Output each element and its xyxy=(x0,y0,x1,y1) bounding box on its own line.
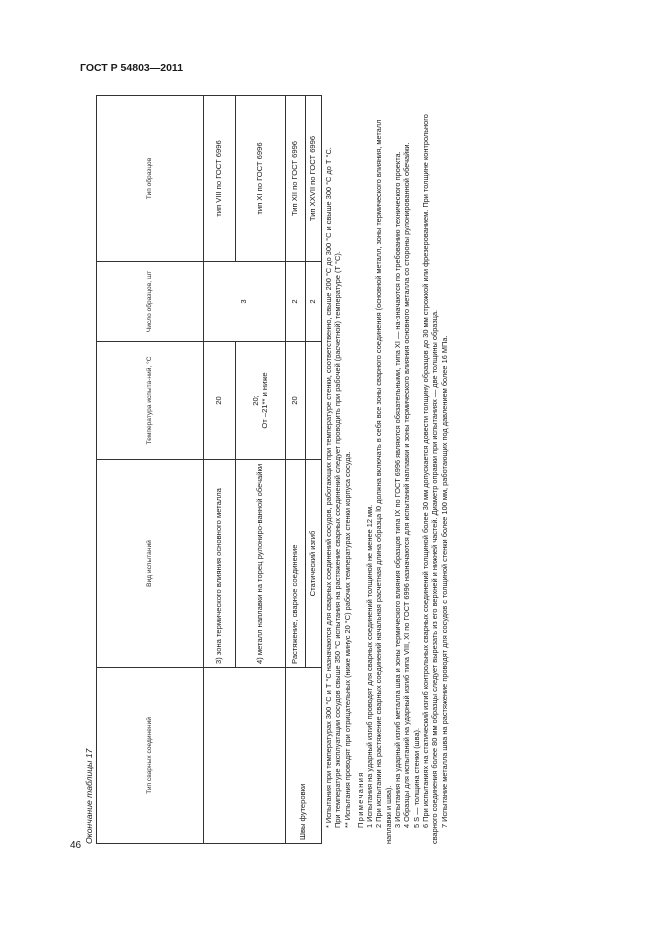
test-kind-cell: 3) зона термического влияния основного металла xyxy=(204,460,236,668)
test-kind-cell: Растяжение, сварное соединение xyxy=(286,460,306,668)
specimen-type-cell: тип XI по ГОСТ 6996 xyxy=(236,96,286,262)
table-row xyxy=(204,96,236,844)
temperature-line-b: От –21** и ниже xyxy=(259,372,269,429)
footnote-double-star: ** Испытания проводят при отрицательных (ниже минус 20 °С) рабочих температурах стенки корпуса сосуда. xyxy=(342,451,352,828)
col-joint-type: Тип сварных соединений xyxy=(97,668,204,844)
note-2: 2 При испытании на растяжение сварных соединений начальная расчетная длина образца l0 должна включать в себя все зоны сварного соединения (основной металл, зоны термического влияния, металл наплавки и шва). xyxy=(374,119,393,844)
table-caption: Окончание таблицы 17 xyxy=(84,748,94,844)
note-6: 6 При испытаниях на статический изгиб контрольных сварных соединений толщиной более 30 мм допускается довести толщину образцов до 30 мм строжкой или фрезерованием. При толщине контрольного сварного соединения более 80 мм образцы следует вырезать из его верхней и нижней частей. Диаметр оправки при испытаниях — две толщины образца. xyxy=(420,114,440,844)
specimen-type-cell: Тип XII по ГОСТ 6996 xyxy=(286,96,306,262)
test-kind-cell: 4) металл наплавки на торец рулониро-ванной обечайки xyxy=(236,460,286,668)
note-4: 4 Образцы для испытаний на ударный изгиб типа VIII, XI по ГОСТ 6996 назначаются для испытаний наплавки и зоны термического влияния основного металла со стороны рулонированной обечайки. xyxy=(402,142,412,828)
rotated-page-content xyxy=(82,96,454,844)
empty-joint-cell xyxy=(204,668,286,844)
standard-title: ГОСТ Р 54803—2011 xyxy=(80,62,184,74)
joint-type-cell: Швы футеровки xyxy=(286,668,322,844)
col-specimen-count: Число образцов, шт xyxy=(97,262,204,342)
specimen-count-cell: 3 xyxy=(204,262,286,342)
specimen-type-cell: тип VIII по ГОСТ 6996 xyxy=(204,96,236,262)
specimen-count-cell: 2 xyxy=(286,262,306,342)
temperature-line-a: 20; xyxy=(250,395,260,406)
note-7: 7 Испытание металла шва на растяжение проводят для сосудов с толщиной стенки более 100 мм, работающих под давлением более 16 МПа. xyxy=(439,335,449,828)
col-test-kind: Вид испытаний xyxy=(97,460,204,668)
temperature-cell xyxy=(306,342,322,460)
test-kind-cell: Статический изгиб xyxy=(306,460,322,668)
note-3: 3 Испытания на ударный изгиб металла шва и зоны термического влияния образцов типа IX по ГОСТ 6996 являются обязательными, типа XI — на-значаются по требованию технического проекта. xyxy=(393,151,403,828)
temperature-cell: 20 xyxy=(204,342,236,460)
temperature-cell xyxy=(236,342,286,460)
table-notes xyxy=(324,96,449,844)
col-specimen-type: Тип образцов xyxy=(97,96,204,262)
specimen-count-cell: 2 xyxy=(306,262,322,342)
note-5: 5 S — толщина стенки (шва). xyxy=(411,727,421,828)
table-header-row xyxy=(97,96,204,844)
table-row xyxy=(286,96,306,844)
temperature-cell: 20 xyxy=(286,342,306,460)
table-17 xyxy=(96,95,322,844)
footnote-star: * Испытания при температурах 300 °С и Т °С назначаются для сварных соединений сосудов, работающих при температуре стенки, соответственно, свыше 200 °С до 300 °С и свыше 300 °С до Т °С. xyxy=(324,147,333,828)
page-number: 46 xyxy=(70,840,82,851)
note-1: 1 Испытания на ударный изгиб проводят для сварных соединений толщиной не менее 12 мм. xyxy=(365,504,375,828)
specimen-type-cell: Тип XXVII по ГОСТ 6996 xyxy=(306,96,322,262)
notes-title: Примечания xyxy=(355,771,365,828)
col-temperature: Температура испыта-ний, °С xyxy=(97,342,204,460)
footnote-star-continued: При температуре эксплуатации сосудов свыше 350 °С испытания на растяжение сварных соединений следует проводить при рабочей (расчетной) температуре (Т °С). xyxy=(333,251,343,828)
